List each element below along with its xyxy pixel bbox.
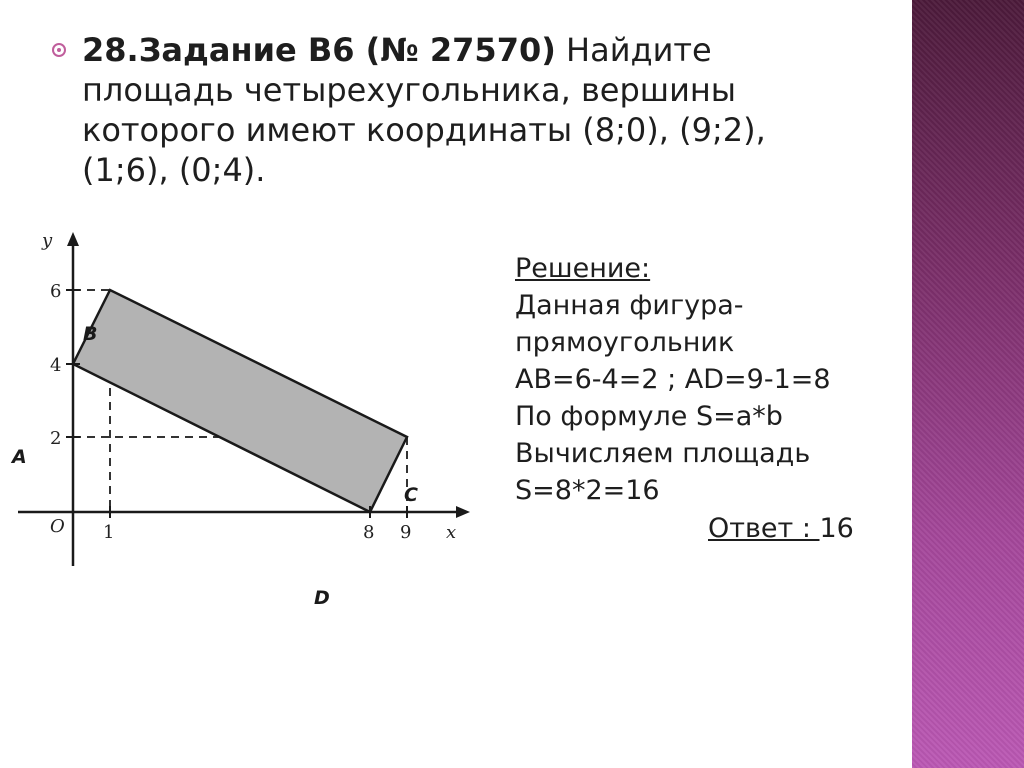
solution-line-3: AB=6-4=2 ; AD=9-1=8 — [515, 364, 831, 395]
solution-line-2: прямоугольник — [515, 327, 735, 358]
y-axis-label: y — [42, 230, 53, 251]
solution-line-6: S=8*2=16 — [515, 475, 660, 506]
x-axis-arrow — [456, 506, 470, 518]
answer-value: 16 — [819, 513, 854, 544]
rectangle-figure — [73, 290, 407, 512]
solution-line-4: По формуле S=a*b — [515, 401, 783, 432]
solution-title: Решение: — [515, 253, 651, 284]
origin-label: O — [50, 516, 65, 537]
vertex-label-b: B — [83, 323, 98, 345]
vertex-label-c: C — [404, 484, 418, 506]
answer-line — [708, 510, 854, 547]
vertex-label-d: D — [314, 587, 330, 609]
solution-line-1: Данная фигура- — [515, 290, 744, 321]
y-tick-6: 6 — [50, 281, 62, 302]
x-tick-9: 9 — [400, 522, 412, 543]
x-axis-label: x — [446, 522, 457, 543]
y-tick-2: 2 — [50, 428, 62, 449]
solution-block — [515, 250, 875, 509]
task-heading: 28.Задание B6 (№ 27570) — [82, 31, 556, 69]
x-tick-8: 8 — [363, 522, 375, 543]
vertex-label-a: A — [12, 446, 27, 468]
y-tick-4: 4 — [50, 355, 62, 376]
answer-label: Ответ : — [708, 513, 820, 544]
solution-line-5: Вычисляем площадь — [515, 438, 811, 469]
task-body: Найдите площадь четырехугольника, вершины которого имеют координаты (8;0), (9;2), (1;6), (0;4). — [82, 31, 766, 189]
x-tick-1: 1 — [103, 522, 115, 543]
y-axis-arrow — [67, 232, 79, 246]
